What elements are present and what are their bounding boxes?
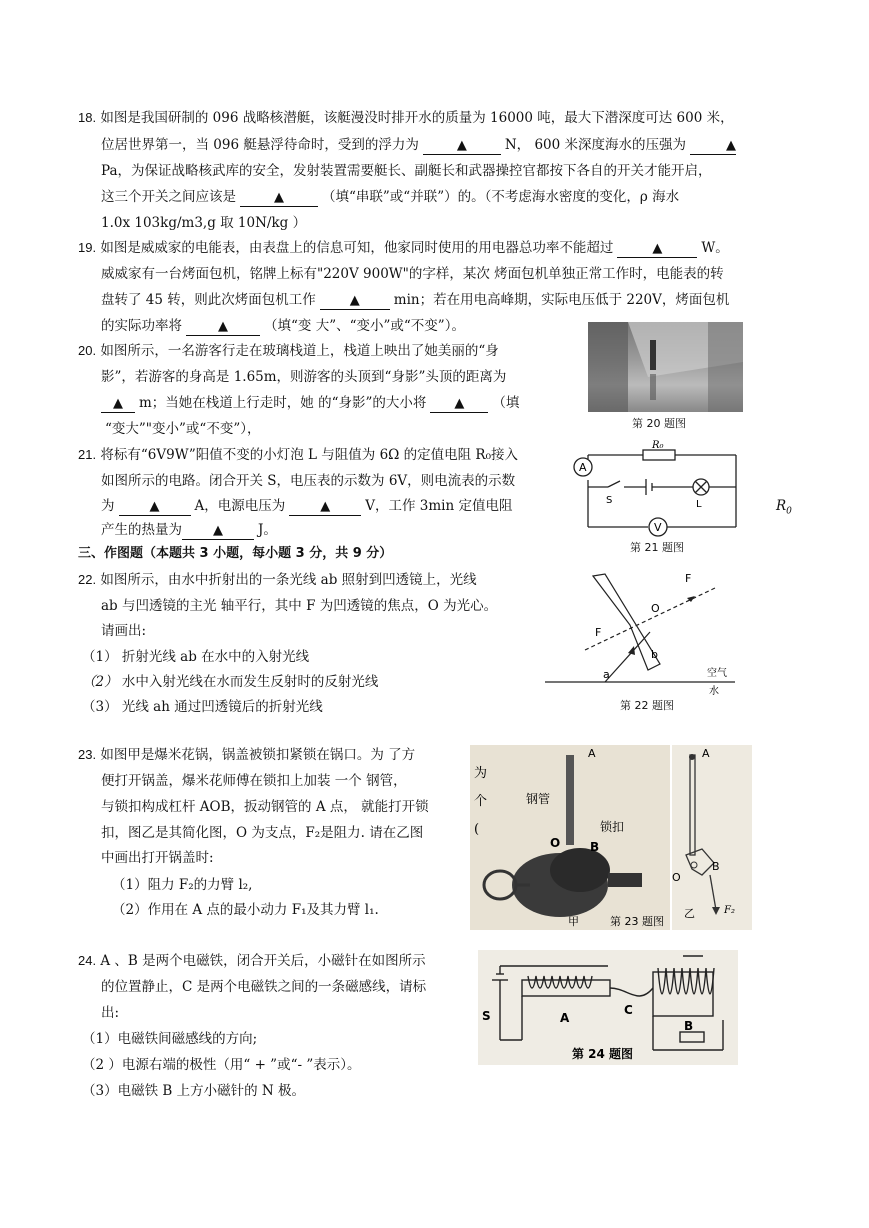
q20-line4: “变大”"变小”或“不变”）， bbox=[105, 421, 261, 437]
yi-point-b-label: B bbox=[712, 860, 720, 873]
focal-point-label-1: F bbox=[685, 572, 692, 585]
q19-line3: 盘转了 45 转，则此次烤面包机工作 ▲ min；若在用电高峰期，实际电压低于 220V，烤面包机 bbox=[101, 292, 730, 308]
yi-point-a-label: A bbox=[702, 747, 710, 760]
jia-point-b-label: B bbox=[590, 840, 600, 854]
q23-figure-yi bbox=[672, 745, 752, 930]
lamp-label: L bbox=[696, 499, 702, 510]
q19-blank-actual-power[interactable]: ▲ bbox=[186, 318, 260, 336]
q20-photo bbox=[588, 322, 743, 412]
q22-item1: （1） 折射光线 ab 在水中的入射光线 bbox=[82, 649, 310, 665]
q18-number: 18. bbox=[78, 110, 97, 125]
q21-circuit-diagram bbox=[568, 440, 743, 540]
q24-item2: （2 ）电源右端的极性（用“ + ”或“- ”表示）。 bbox=[82, 1057, 361, 1073]
q21-blank-voltage[interactable]: ▲ bbox=[289, 498, 361, 516]
jia-label: 甲 bbox=[568, 915, 579, 928]
q19-blank-time[interactable]: ▲ bbox=[320, 292, 390, 310]
q20-line2: 影”，若游客的身高是 1.65m，则游客的头顶到“身影”头顶的距离为 bbox=[101, 369, 507, 385]
water-label: 水 bbox=[709, 686, 719, 697]
ammeter-label: A bbox=[579, 461, 587, 474]
switch-label: S bbox=[482, 1009, 491, 1023]
voltmeter-label: V bbox=[654, 521, 662, 534]
lock-label: 锁扣 bbox=[600, 820, 625, 834]
q24-line2: 的位置静止，C 是两个电磁铁之间的一条磁感线，请标 bbox=[101, 979, 427, 995]
side-text-3: ( bbox=[474, 822, 480, 837]
switch-label: S bbox=[606, 495, 613, 506]
electromagnet-a-label: A bbox=[560, 1011, 570, 1025]
q18-line2: 位居世界第一，当 096 艇悬浮待命时，受到的浮力为 ▲ N， 600 米深度海水的压强为 ▲ bbox=[101, 137, 737, 153]
q20-line1: 20. 如图所示，一名游客行走在玻璃栈道上，栈道上映出了她美丽的“身 bbox=[78, 343, 499, 359]
q22-item3: （3） 光线 ah 通过凹透镜后的折射光线 bbox=[82, 699, 323, 715]
q20-caption: 第 20 题图 bbox=[632, 417, 686, 430]
q21-blank-heat[interactable]: ▲ bbox=[182, 522, 254, 540]
q18-blank-buoyancy[interactable]: ▲ bbox=[423, 137, 501, 155]
q24-line3: 出: bbox=[101, 1005, 120, 1021]
q21-line4: 产生的热量为 ▲ J。 bbox=[101, 522, 277, 538]
q23-item2: （2）作用在 A 点的最小动力 F₁及其力臂 l₁. bbox=[112, 902, 379, 918]
q19-line4: 的实际功率将 ▲ （填“变 大”、“变小”或“不变”）。 bbox=[101, 318, 465, 334]
force-f2-label: F₂ bbox=[724, 905, 735, 916]
jia-point-a-label: A bbox=[588, 747, 596, 760]
q21-line2: 如图所示的电路。闭合开关 S，电压表的示数为 6V，则电流表的示数 bbox=[101, 473, 516, 489]
q24-item3: （3）电磁铁 B 上方小磁针的 N 极。 bbox=[82, 1083, 305, 1099]
q20-line3: ▲ m；当她在栈道上行走时，她 的“身影”的大小将 ▲ （填 bbox=[101, 393, 519, 413]
q21-line3: 为 ▲ A，电源电压为 ▲ V，工作 3min 定值电阻 bbox=[101, 498, 513, 514]
q21-line1: 21. 将标有“6V9W”阳值不变的小灯泡 L 与阻值为 6Ω 的定值电阻 R₀接入 bbox=[78, 447, 519, 463]
electromagnet-b-label: B bbox=[684, 1019, 694, 1033]
q18-line1: 18. 如图是我国研制的 096 战略核潜艇，该艇漫没时排开水的质量为 16000 吨，最大下潜深度可达 600 米， bbox=[78, 110, 734, 126]
q22-item2: （2） 水中入射光线在水而发生反射时的反射光线 bbox=[82, 674, 379, 690]
q24-caption: 第 24 题图 bbox=[572, 1047, 634, 1061]
field-line-c-label: C bbox=[624, 1003, 633, 1017]
optical-center-label: O bbox=[651, 602, 660, 615]
air-label: 空气 bbox=[707, 668, 727, 679]
q22-line2: ab 与凹透镜的主光 轴平行，其中 F 为凹透镜的焦点，O 为光心。 bbox=[101, 598, 498, 614]
focal-point-label-2: F bbox=[595, 626, 602, 639]
yi-label: 乙 bbox=[684, 907, 695, 920]
side-text-2: 个 bbox=[474, 794, 488, 809]
q24-line1: 24. A 、B 是两个电磁铁，闭合开关后，小磁针在如图所示 bbox=[78, 953, 426, 969]
q23-line4: 扣，图乙是其简化图，O 为支点，F₂是阻力. 请在乙图 bbox=[101, 825, 424, 841]
q23-figure-jia bbox=[470, 745, 670, 930]
q19-line1: 19. 如图是威威家的电能表，由表盘上的信息可知，他家同时使用的用电器总功率不能超过 ▲ W。 bbox=[78, 240, 729, 256]
q20-blank-size[interactable]: ▲ bbox=[430, 395, 488, 413]
steel-pipe-label: 钢管 bbox=[526, 792, 551, 806]
q22-lens-diagram bbox=[545, 570, 745, 697]
q20-blank-distance[interactable]: ▲ bbox=[101, 395, 135, 413]
jia-point-o-label: O bbox=[550, 836, 561, 850]
q19-blank-power[interactable]: ▲ bbox=[617, 240, 697, 258]
q18-blank-pressure[interactable]: ▲ bbox=[690, 137, 736, 155]
q22-line3: 请画出: bbox=[101, 623, 147, 639]
q18-line4: 这三个开关之间应该是 ▲ （填“串联”或“并联”）的。（不考虑海水密度的变化，ρ 海水 bbox=[101, 189, 680, 205]
point-a-label: a bbox=[603, 668, 610, 681]
glass-walkway-image bbox=[588, 322, 743, 412]
resistor-label: R₀ bbox=[652, 440, 664, 451]
q18-line5: 1.0x 103kg/m3,g 取 10N/kg ） bbox=[101, 215, 307, 231]
ray-arrow-icon bbox=[628, 646, 635, 655]
q23-line5: 中画出打开锅盖时: bbox=[101, 850, 214, 866]
q18-line3: Pa，为保证战略核武库的安全，发射装置需要艇长、副艇长和武器操控官都按下各自的开关才能开启， bbox=[101, 163, 712, 179]
q22-line1: 22. 如图所示，由水中折射出的一条光线 ab 照射到凹透镜上，光线 bbox=[78, 572, 477, 588]
q23-caption: 第 23 题图 bbox=[610, 915, 664, 928]
q18-blank-connection[interactable]: ▲ bbox=[240, 189, 318, 207]
q23-line1: 23. 如图甲是爆米花锅，锅盖被锁扣紧锁在锅口。为 了方 bbox=[78, 747, 416, 763]
section-3-heading: 三、作图题（本题共 3 小题，每小题 3 分，共 9 分） bbox=[78, 546, 393, 561]
side-text-1: 为 bbox=[474, 766, 488, 781]
q23-line3: 与锁扣构成杠杆 AOB，扳动钢管的 A 点， 就能打开锁 bbox=[101, 799, 429, 815]
q24-item1: （1）电磁铁间磁感线的方向; bbox=[82, 1031, 258, 1047]
point-b-label: b bbox=[651, 648, 658, 661]
yi-point-o-label: O bbox=[672, 871, 681, 884]
q24-electromagnet-diagram bbox=[478, 950, 738, 1065]
q23-item1: （1）阻力 F₂的力臂 l₂, bbox=[112, 877, 253, 893]
q21-blank-current[interactable]: ▲ bbox=[119, 498, 191, 516]
q19-line2: 威威家有一台烤面包机，铭牌上标有"220V 900W"的字样，某次 烤面包机单独正常工作时，电能表的转 bbox=[101, 266, 724, 282]
q21-r0-label: $R_0$ bbox=[776, 498, 792, 517]
q23-line2: 便打开锅盖，爆米花师傅在锁扣上加装 一个 钢管， bbox=[101, 773, 407, 789]
q21-caption: 第 21 题图 bbox=[630, 541, 684, 554]
q22-caption: 第 22 题图 bbox=[620, 699, 674, 712]
